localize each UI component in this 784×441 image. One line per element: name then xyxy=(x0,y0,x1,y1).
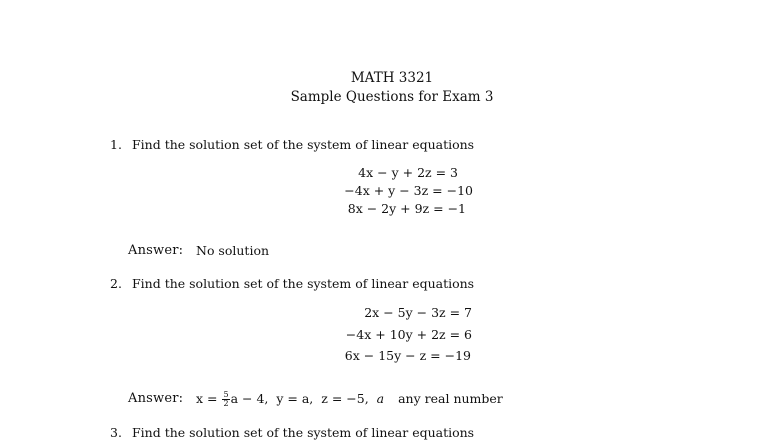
answer-x-rest: a − 4, xyxy=(230,391,269,406)
question-number: 2. xyxy=(110,276,122,291)
fraction xyxy=(222,391,229,408)
answer-y-part: y = a, xyxy=(276,391,314,406)
course-title: MATH 3321 xyxy=(350,70,434,86)
answer-label: Answer: xyxy=(128,243,184,258)
question-prompt: Find the solution set of the system of linear equations xyxy=(132,137,475,152)
answer-text: No solution xyxy=(196,243,270,258)
answer-a-description: any real number xyxy=(398,391,503,406)
question-prompt: Find the solution set of the system of linear equations xyxy=(132,425,475,440)
question-prompt: Find the solution set of the system of linear equations xyxy=(132,276,475,291)
equation-1: 2x − 5y − 3z = 7 xyxy=(364,305,472,320)
equation-1: 4x − y + 2z = 3 xyxy=(358,165,458,180)
question-number: 1. xyxy=(110,137,122,152)
answer-label: Answer: xyxy=(128,391,184,406)
equation-3: 6x − 15y − z = −19 xyxy=(344,348,471,363)
answer-formula xyxy=(196,391,503,408)
question-number: 3. xyxy=(110,425,122,440)
equation-2: −4x + y − 3z = −10 xyxy=(344,183,473,198)
answer-x-equals: x = xyxy=(196,391,218,406)
page-subtitle: Sample Questions for Exam 3 xyxy=(290,89,494,105)
equation-2: −4x + 10y + 2z = 6 xyxy=(345,327,472,342)
fraction-numerator: 5 xyxy=(223,390,229,399)
fraction-denominator: 2 xyxy=(223,399,229,408)
equation-3: 8x − 2y + 9z = −1 xyxy=(347,201,466,216)
answer-a-variable: a xyxy=(376,391,385,406)
answer-z-part: z = −5, xyxy=(321,391,369,406)
